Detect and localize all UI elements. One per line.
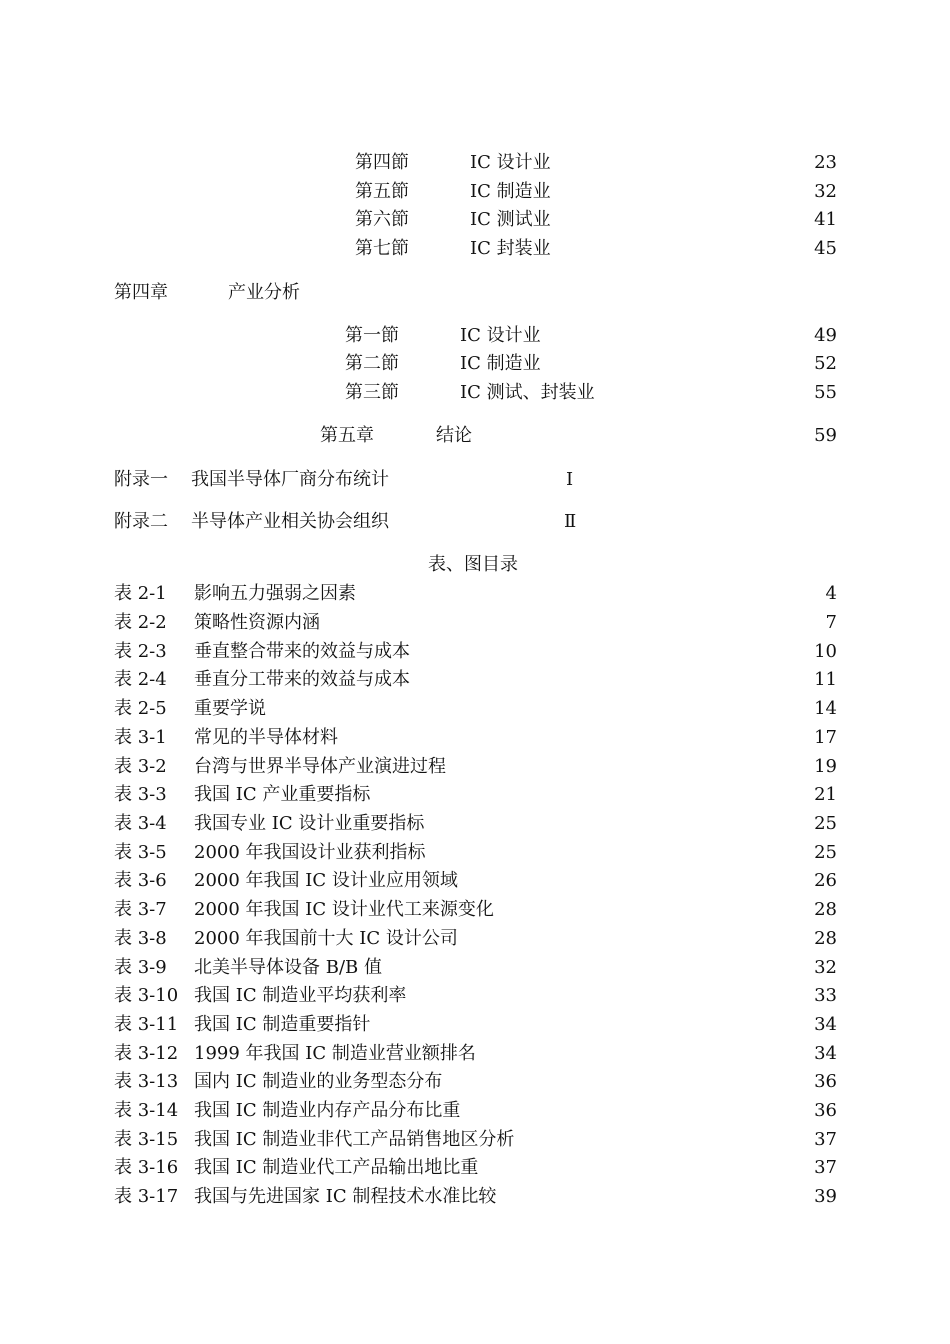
table-number: 表 3-7: [114, 899, 167, 920]
page-number: 26: [814, 870, 837, 891]
table-title: 我国 IC 制造业平均获利率: [194, 985, 407, 1006]
table-title: 国内 IC 制造业的业务型态分布: [194, 1071, 443, 1092]
table-number: 表 3-9: [114, 957, 167, 978]
table-title: 2000 年我国 IC 设计业应用领域: [194, 870, 458, 891]
table-number: 表 3-12: [114, 1043, 179, 1064]
table-number: 表 3-14: [114, 1100, 179, 1121]
table-number: 表 3-3: [114, 784, 167, 805]
table-number: 表 3-8: [114, 928, 167, 949]
table-title: 2000 年我国设计业获利指标: [194, 842, 426, 863]
table-number: 表 3-2: [114, 756, 167, 777]
table-title: 我国与先进国家 IC 制程技术水准比较: [194, 1186, 497, 1207]
table-title: 我国 IC 制造业非代工产品销售地区分析: [194, 1129, 515, 1150]
page-number: 34: [814, 1043, 837, 1064]
table-number: 表 3-5: [114, 842, 167, 863]
table-number: 表 3-17: [114, 1186, 179, 1207]
tables-heading: 表、图目录: [428, 554, 518, 575]
section-title: IC 设计业: [460, 325, 541, 346]
table-title: 我国 IC 制造重要指针: [194, 1014, 371, 1035]
section-title: IC 封装业: [470, 238, 551, 259]
page-number: 14: [814, 698, 837, 719]
table-number: 表 3-10: [114, 985, 179, 1006]
table-title: 我国专业 IC 设计业重要指标: [194, 813, 425, 834]
page-number: 37: [814, 1157, 837, 1178]
page-number: 32: [814, 181, 837, 202]
table-number: 表 2-3: [114, 641, 167, 662]
table-number: 表 3-11: [114, 1014, 179, 1035]
page-number: 10: [814, 641, 837, 662]
section-title: IC 设计业: [470, 152, 551, 173]
table-title: 常见的半导体材料: [194, 727, 338, 748]
page-number: 34: [814, 1014, 837, 1035]
appendix-number: 附录二: [114, 511, 168, 532]
table-number: 表 3-16: [114, 1157, 179, 1178]
table-number: 表 2-5: [114, 698, 167, 719]
chapter-number: 第五章: [320, 425, 374, 446]
table-number: 表 2-2: [114, 612, 167, 633]
table-title: 北美半导体设备 B/B 值: [194, 957, 382, 978]
table-number: 表 3-4: [114, 813, 167, 834]
table-number: 表 3-13: [114, 1071, 179, 1092]
section-number: 第五節: [355, 181, 409, 202]
appendix-number: 附录一: [114, 469, 168, 490]
section-number: 第六節: [355, 209, 409, 230]
page-number: 32: [814, 957, 837, 978]
table-title: 台湾与世界半导体产业演进过程: [194, 756, 446, 777]
page-number: 49: [814, 325, 837, 346]
page-number: 36: [814, 1100, 837, 1121]
page-number: 59: [814, 425, 837, 446]
table-title: 影响五力强弱之因素: [194, 583, 356, 604]
section-number: 第七節: [355, 238, 409, 259]
section-number: 第二節: [345, 353, 399, 374]
page-number: 7: [825, 612, 837, 633]
page-number: 25: [814, 842, 837, 863]
page-number: 21: [814, 784, 837, 805]
table-title: 重要学说: [194, 698, 266, 719]
table-number: 表 3-6: [114, 870, 167, 891]
page-number: 52: [814, 353, 837, 374]
page-number: 25: [814, 813, 837, 834]
section-title: IC 制造业: [460, 353, 541, 374]
page-number: Ⅰ: [566, 469, 574, 490]
table-title: 我国 IC 制造业内存产品分布比重: [194, 1100, 461, 1121]
page-number: 37: [814, 1129, 837, 1150]
chapter-title: 结论: [436, 425, 472, 446]
section-number: 第一節: [345, 325, 399, 346]
chapter-number: 第四章: [114, 282, 168, 303]
page-number: 39: [814, 1186, 837, 1207]
table-number: 表 2-1: [114, 583, 167, 604]
appendix-title: 半导体产业相关协会组织: [191, 511, 389, 532]
page-number: 55: [814, 382, 837, 403]
page-number: 28: [814, 899, 837, 920]
table-title: 垂直整合带来的效益与成本: [194, 641, 410, 662]
page-number: 4: [825, 583, 837, 604]
table-title: 2000 年我国前十大 IC 设计公司: [194, 928, 458, 949]
page-number: 17: [814, 727, 837, 748]
table-title: 2000 年我国 IC 设计业代工来源变化: [194, 899, 494, 920]
table-title: 1999 年我国 IC 制造业营业额排名: [194, 1043, 476, 1064]
page-number: Ⅱ: [564, 511, 577, 532]
page-number: 45: [814, 238, 837, 259]
table-title: 策略性资源内涵: [194, 612, 320, 633]
page-number: 41: [814, 209, 837, 230]
page-number: 28: [814, 928, 837, 949]
table-title: 垂直分工带来的效益与成本: [194, 669, 410, 690]
table-number: 表 2-4: [114, 669, 167, 690]
section-title: IC 测试、封装业: [460, 382, 595, 403]
chapter-title: 产业分析: [228, 282, 300, 303]
section-number: 第三節: [345, 382, 399, 403]
page-number: 19: [814, 756, 837, 777]
appendix-title: 我国半导体厂商分布统计: [191, 469, 389, 490]
section-title: IC 测试业: [470, 209, 551, 230]
page-number: 36: [814, 1071, 837, 1092]
section-title: IC 制造业: [470, 181, 551, 202]
table-number: 表 3-1: [114, 727, 167, 748]
table-title: 我国 IC 产业重要指标: [194, 784, 371, 805]
page-number: 23: [814, 152, 837, 173]
section-number: 第四節: [355, 152, 409, 173]
table-number: 表 3-15: [114, 1129, 179, 1150]
page-number: 11: [814, 669, 837, 690]
table-title: 我国 IC 制造业代工产品输出地比重: [194, 1157, 479, 1178]
page-number: 33: [814, 985, 837, 1006]
